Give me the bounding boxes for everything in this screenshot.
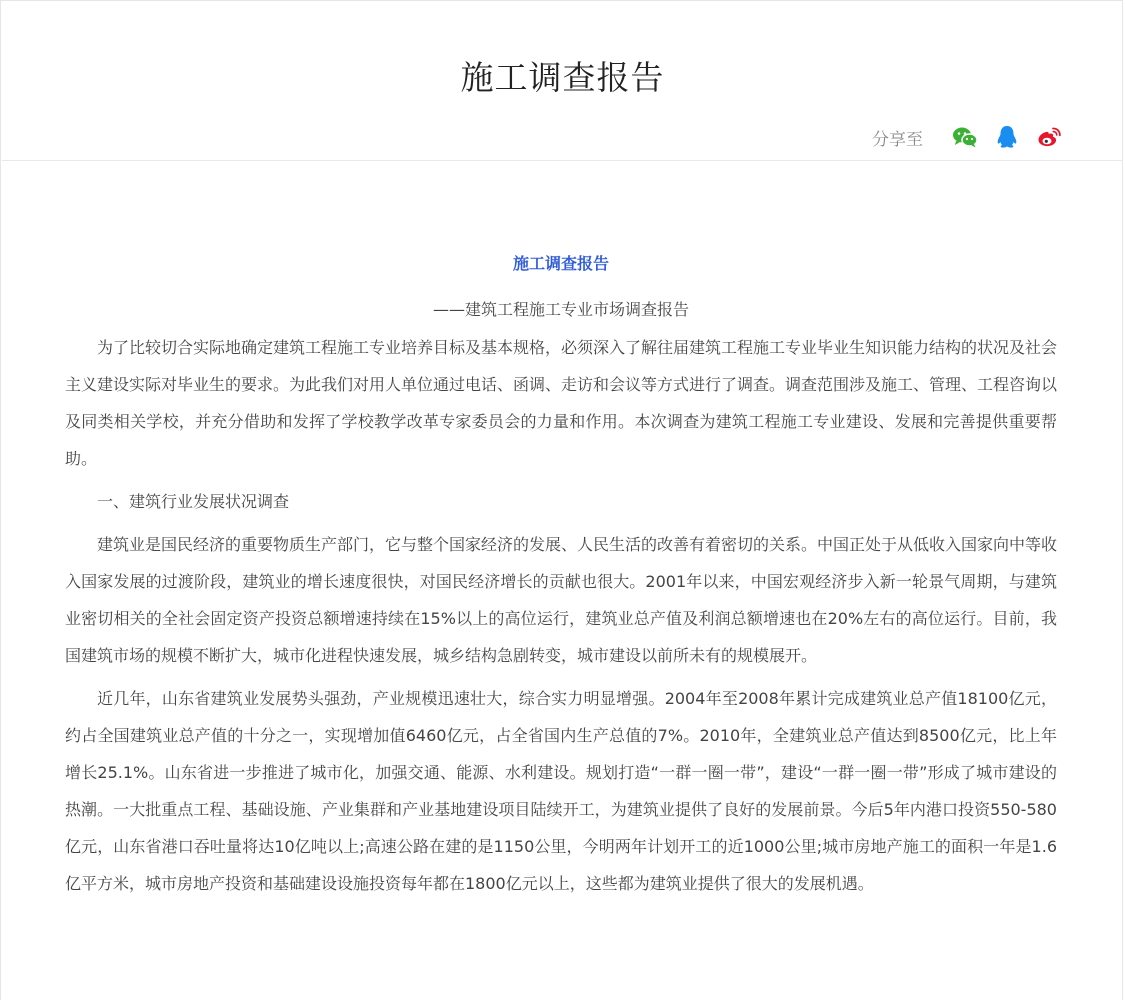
article-paragraph: 建筑业是国民经济的重要物质生产部门，它与整个国家经济的发展、人民生活的改善有着密切的关系。中国正处于从低收入国家向中等收入国家发展的过渡阶段，建筑业的增长速度很快，对国民经济增长的贡献也很大。2001年以来，中国宏观经济步入新一轮景气周期，与建筑业密切相关的全社会固定资产投资总额增速持续在15%以上的高位运行，建筑业总产值及利润总额增速也在20%左右的高位运行。目前，我国建筑市场的规模不断扩大，城市化进程快速发展，城乡结构急剧转变，城市建设以前所未有的规模展开。	[65, 535, 1058, 665]
page-title: 施工调查报告	[460, 58, 665, 97]
article-paragraph: 为了比较切合实际地确定建筑工程施工专业培养目标及基本规格，必须深入了解往届建筑工程施工专业毕业生知识能力结构的状况及社会主义建设实际对毕业生的要求。为此我们对用人单位通过电话、函调、走访和会议等方式进行了调查。调查范围涉及施工、管理、工程咨询以及同类相关学校，并充分借助和发挥了学校教学改革专家委员会的力量和作用。本次调查为建筑工程施工专业建设、发展和完善提供重要帮助。	[65, 338, 1058, 468]
share-label: 分享至	[872, 129, 923, 150]
section-heading: 一、建筑行业发展状况调查	[97, 492, 290, 511]
qq-icon[interactable]	[993, 123, 1021, 151]
article-paragraph: 近几年，山东省建筑业发展势头强劲，产业规模迅速壮大，综合实力明显增强。2004年至2008年累计完成建筑业总产值18100亿元，约占全国建筑业总产值的十分之一，实现增加值6460亿元，占全省国内生产总值的7%。2010年，全建筑业总产值达到8500亿元，比上年增长25.1%。山东省进一步推进了城市化，加强交通、能源、水利建设。规划打造“一群一圈一带”，建设“一群一圈一带”形成了城市建设的热潮。一大批重点工程、基础设施、产业集群和产业基地建设项目陆续开工，为建筑业提供了良好的发展前景。今后5年内港口投资550-580亿元，山东省港口吞吐量将达10亿吨以上;高速公路在建的是1150公里，今明两年计划开工的近1000公里;城市房地产施工的面积一年是1.6亿平方米，城市房地产投资和基础建设设施投资每年都在1800亿元以上，这些都为建筑业提供了很大的发展机遇。	[65, 689, 1057, 893]
article-subtitle: ——建筑工程施工专业市场调查报告	[432, 300, 689, 319]
share-bar	[872, 123, 1063, 151]
page-header	[2, 2, 1123, 161]
article-title: 施工调查报告	[512, 254, 609, 273]
weibo-icon[interactable]	[1035, 123, 1063, 151]
article-content	[65, 249, 1057, 908]
wechat-icon[interactable]	[951, 123, 979, 151]
